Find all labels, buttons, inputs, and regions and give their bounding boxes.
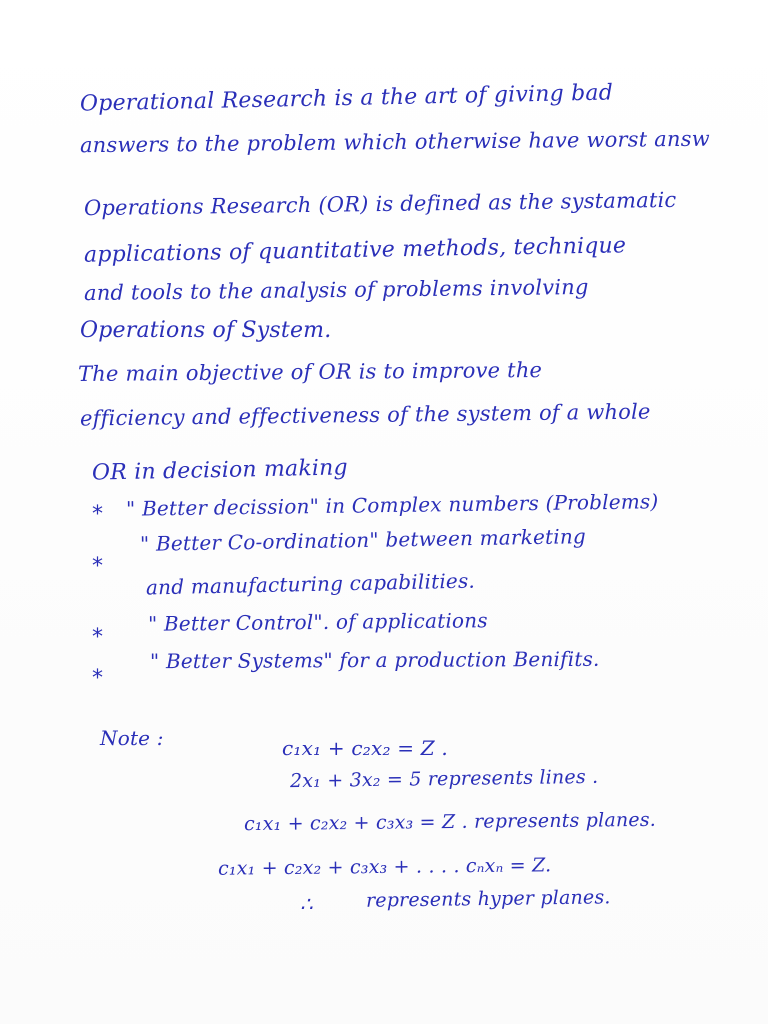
decision-item-3: " Better Control". of applications [147,608,488,636]
definition-2-line-4: Operations of System. [80,318,332,343]
decision-item-2-line-1: " Better Co-ordination" between marketing [139,524,587,556]
decision-item-4: " Better Systems" for a production Benifits. [149,646,600,674]
note-equation-2: 2x₁ + 3x₂ = 5 represents lines . [289,765,599,793]
therefore-mark: ∴ [300,892,313,916]
bullet-1: * [92,502,103,527]
bullet-2: * [92,554,103,579]
note-equation-5: represents hyper planes. [365,886,611,912]
definition-2-line-1: Operations Research (OR) is defined as the systamatic [83,187,677,221]
objective-line-2: efficiency and effectiveness of the system of a whole [79,399,651,431]
note-label: Note : [100,726,164,750]
decision-item-1: " Better decission" in Complex numbers (Problems) [125,489,659,521]
definition-2-line-2: applications of quantitative methods, technique [83,233,627,268]
definition-1-line-1: Operational Research is a the art of giving bad [79,80,614,117]
definition-1-line-2: answers to the problem which otherwise have worst answ [79,126,710,158]
objective-line-1: The main objective of OR is to improve the [77,357,543,387]
note-equation-4: c₁x₁ + c₂x₂ + c₃x₃ + . . . . cₙxₙ = Z. [217,854,552,880]
definition-2-line-3: and tools to the analysis of problems involving [83,274,589,306]
decision-heading: OR in decision making [91,455,349,486]
decision-item-2-line-2: and manufacturing capabilities. [145,568,476,600]
bullet-4: * [92,666,103,691]
note-equation-3: c₁x₁ + c₂x₂ + c₃x₃ = Z . represents planes. [243,808,657,836]
note-equation-1: c₁x₁ + c₂x₂ = Z . [282,736,448,760]
bullet-3: * [92,625,103,650]
